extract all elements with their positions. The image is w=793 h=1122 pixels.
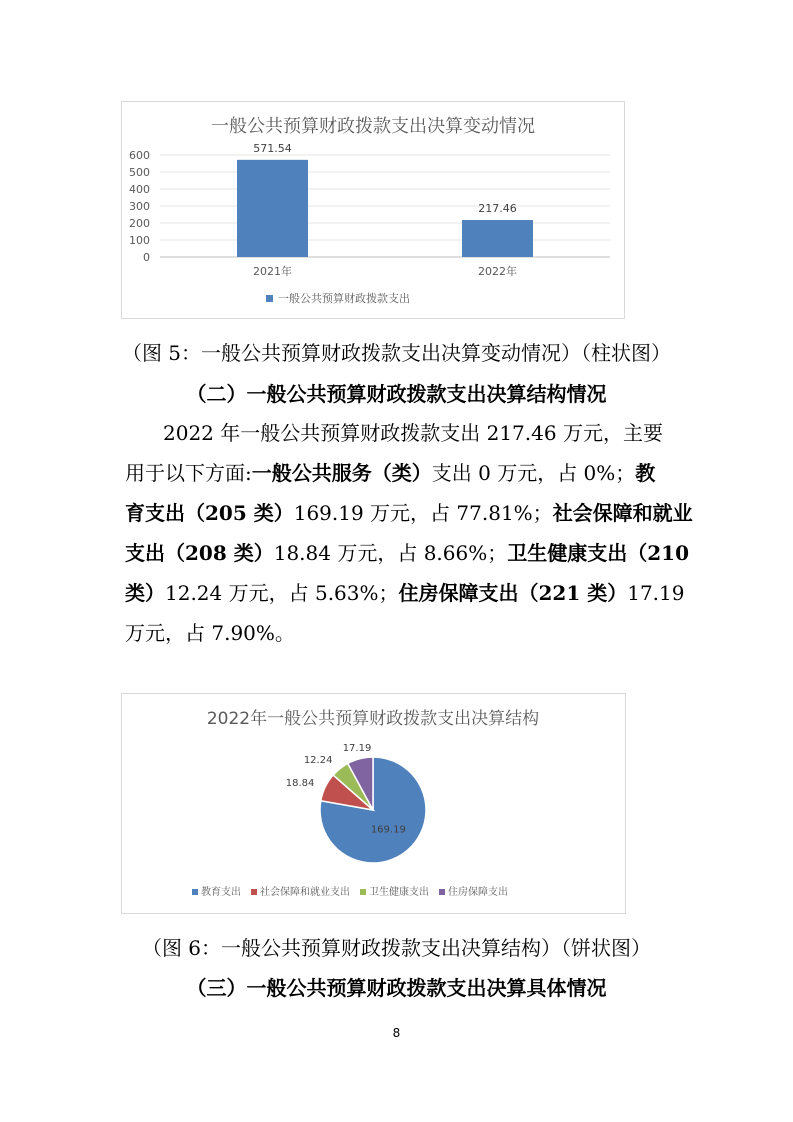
para-bold-text: 教 (635, 461, 656, 485)
pie-legend-swatch (251, 889, 257, 895)
figure-5-caption: （图 5：一般公共预算财政拨款支出决算变动情况）（柱状图） (121, 341, 672, 365)
body-paragraph (125, 413, 693, 653)
bar-y-tick-label: 300 (129, 200, 150, 213)
pie-data-label: 18.84 (285, 777, 315, 789)
section-heading-3: （三）一般公共预算财政拨款支出决算具体情况 (186, 976, 607, 1000)
para-bold-text: 住房保障支出（221 类） (398, 581, 628, 605)
pie-chart-title: 2022年一般公共预算财政拨款支出决算结构 (206, 709, 540, 729)
bar-x-tick-label: 2021年 (253, 265, 292, 278)
pie-chart (122, 694, 625, 913)
para-line (125, 493, 693, 533)
bar-legend-label: 一般公共预算财政拨款支出 (278, 292, 410, 305)
bar-data-label: 217.46 (478, 202, 517, 216)
bar-data-label: 571.54 (253, 141, 292, 155)
pie-legend-swatch (360, 889, 366, 895)
para-bold-text: 支出（208 类） (125, 541, 274, 565)
para-line (125, 613, 685, 653)
pie-legend-label: 卫生健康支出 (369, 887, 429, 898)
pie-legend-label: 住房保障支出 (448, 887, 508, 898)
para-text: 2022 年一般公共预算财政拨款支出 217.46 万元，主要 (163, 421, 663, 445)
pie-legend-label: 教育支出 (201, 887, 241, 898)
pie-data-label: 169.19 (370, 824, 406, 836)
bar-legend-swatch (266, 295, 273, 302)
para-bold-text: 育支出（205 类） (125, 501, 294, 525)
bar-y-tick-label: 600 (129, 149, 150, 162)
para-text: 支出 0 万元，占 0%； (431, 461, 636, 485)
bar (462, 220, 533, 257)
bar-y-tick-label: 0 (143, 251, 150, 264)
bar-chart-box (121, 101, 625, 319)
para-bold-text: 社会保障和就业 (552, 501, 693, 525)
para-bold-text: 卫生健康支出（210 (507, 541, 689, 565)
para-text: 12.24 万元，占 5.63%； (165, 581, 399, 605)
para-text: 169.19 万元，占 77.81%； (293, 501, 553, 525)
para-text: 17.19 (627, 581, 685, 605)
para-line (125, 453, 685, 493)
pie-data-label: 12.24 (303, 755, 333, 767)
bar-chart-title: 一般公共预算财政拨款支出决算变动情况 (211, 116, 535, 137)
bar-y-tick-label: 100 (129, 234, 150, 247)
bar-y-tick-label: 500 (129, 166, 150, 179)
para-line (125, 533, 689, 573)
page-number: 8 (392, 1026, 401, 1040)
pie-chart-box (121, 693, 626, 914)
bar-y-tick-label: 400 (129, 183, 150, 196)
pie-legend-label: 社会保障和就业支出 (260, 887, 350, 898)
bar-chart (122, 102, 624, 318)
para-bold-text: 一般公共服务（类） (251, 461, 432, 485)
pie-legend-swatch (439, 889, 445, 895)
para-text: 万元，占 7.90%。 (125, 621, 295, 645)
bar-y-tick-label: 200 (129, 217, 150, 230)
para-line (125, 413, 685, 453)
section-heading-2: （二）一般公共预算财政拨款支出决算结构情况 (186, 382, 607, 406)
bar (237, 160, 308, 257)
figure-6-caption: （图 6：一般公共预算财政拨款支出决算结构）（饼状图） (141, 936, 652, 960)
bar-x-tick-label: 2022年 (478, 265, 517, 278)
pie-legend-swatch (192, 889, 198, 895)
bar-legend (266, 291, 410, 305)
para-line (125, 573, 685, 613)
para-text: 18.84 万元，占 8.66%； (273, 541, 508, 565)
para-text: 用于以下方面: (125, 461, 252, 485)
para-bold-text: 类） (125, 581, 165, 605)
pie-data-label: 17.19 (342, 742, 372, 754)
